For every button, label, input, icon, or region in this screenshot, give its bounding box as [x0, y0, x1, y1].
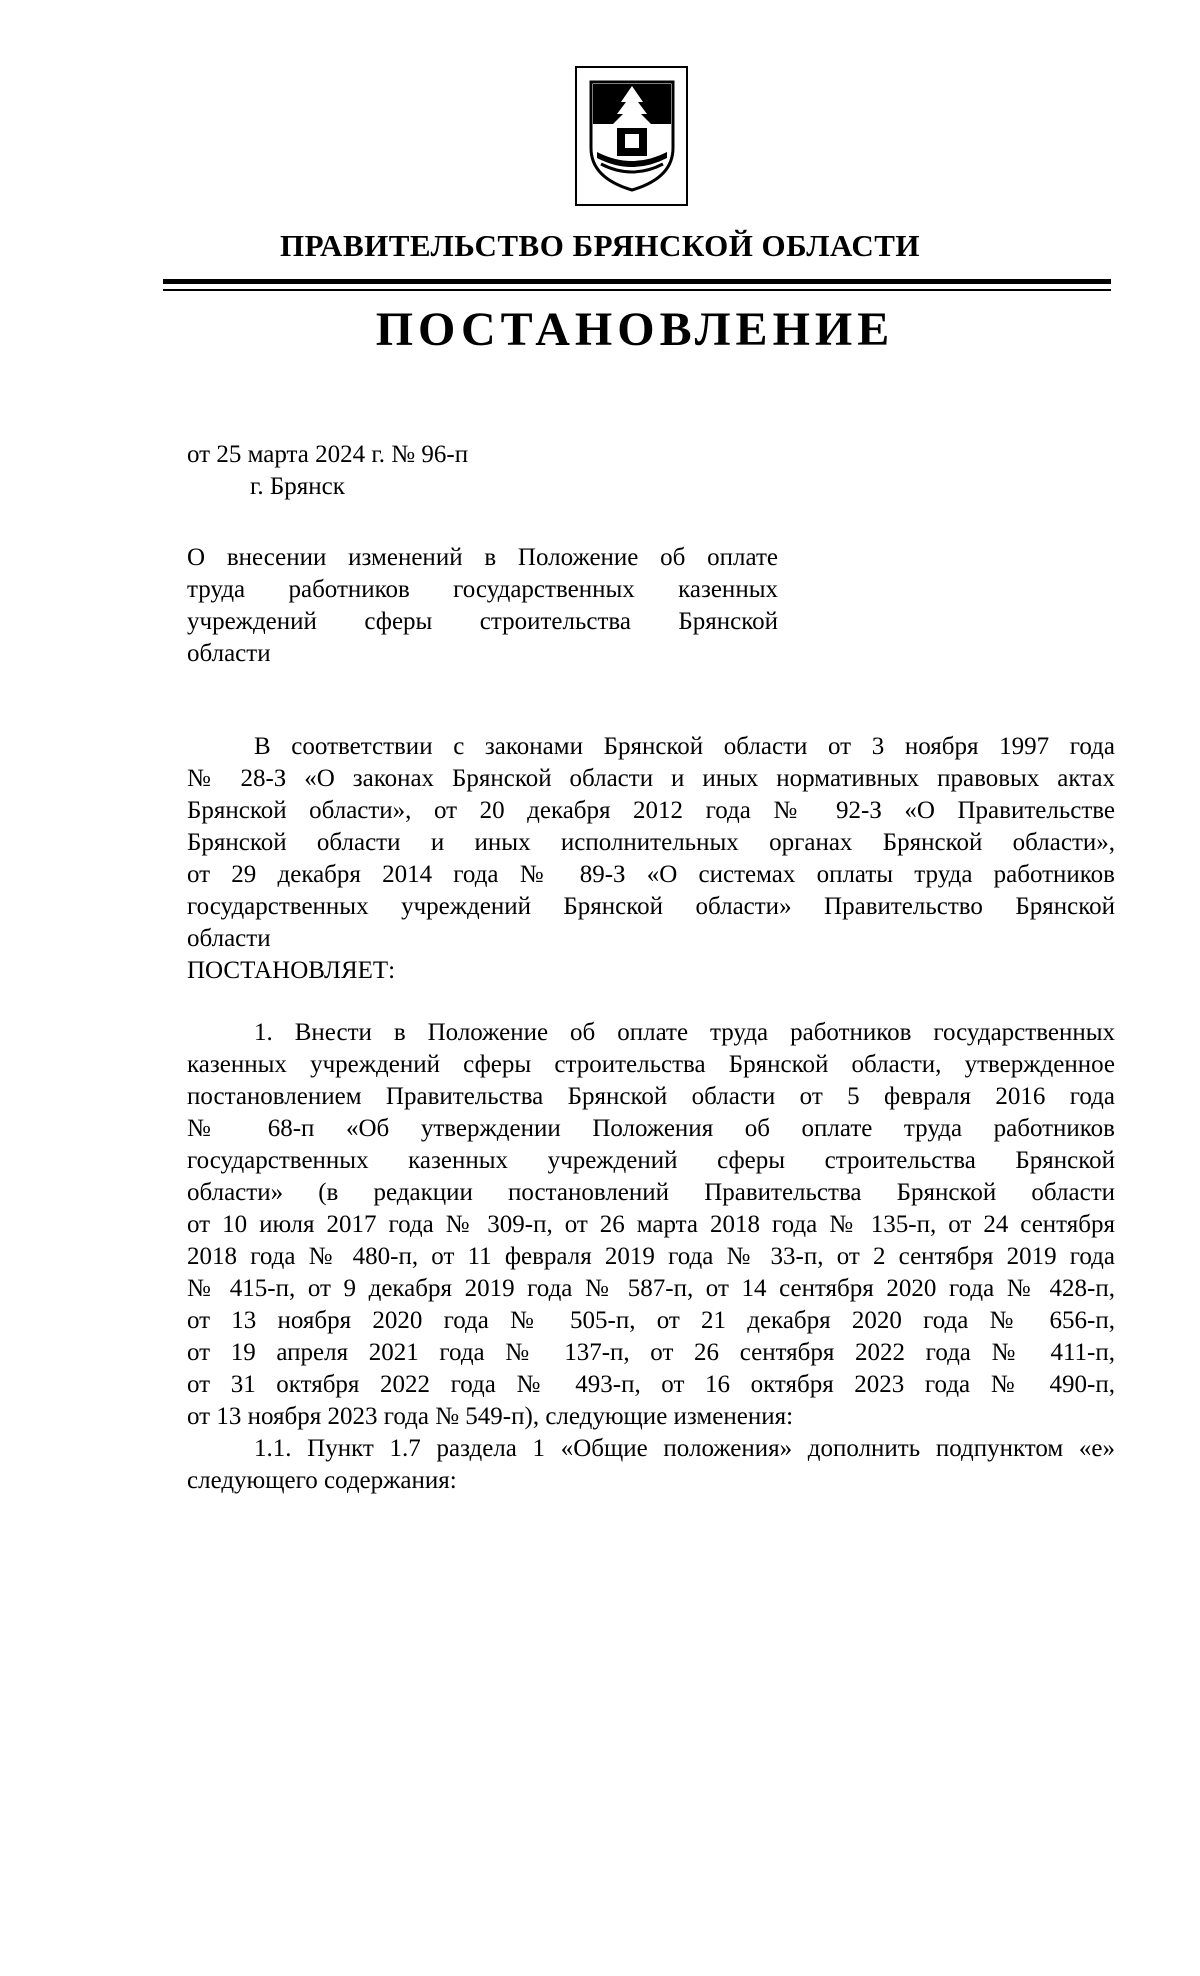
coat-of-arms-icon	[587, 78, 677, 194]
subject-line: учреждений сферы строительства Брянской	[187, 608, 778, 635]
document-type-title: ПОСТАНОВЛЕНИЕ	[375, 303, 895, 356]
document-date-number: от 25 марта 2024 г. № 96-п	[187, 441, 469, 468]
item-1-line: 2018 года № 480-п, от 11 февраля 2019 года № 33-п, от 2 сентября 2019 года	[187, 1243, 1115, 1270]
item-1-1-line: следующего содержания:	[187, 1467, 457, 1494]
item-1-line: области» (в редакции постановлений Правительства Брянской области	[187, 1179, 1115, 1206]
item-1-line: от 31 октября 2022 года № 493-п, от 16 октября 2023 года № 490-п,	[187, 1371, 1115, 1398]
item-1-line: казенных учреждений сферы строительства Брянской области, утвержденное	[187, 1051, 1115, 1078]
document-city: г. Брянск	[250, 473, 345, 500]
item-1-line: 1. Внести в Положение об оплате труда работников государственных	[254, 1019, 1115, 1046]
subject-line: О внесении изменений в Положение об оплате	[187, 544, 778, 571]
subject-line: труда работников государственных казенных	[187, 576, 778, 603]
item-1-line: от 13 ноября 2023 года № 549-п), следующие изменения:	[187, 1403, 794, 1430]
item-1-line: государственных казенных учреждений сферы строительства Брянской	[187, 1147, 1115, 1174]
item-1-line: от 10 июля 2017 года № 309-п, от 26 марта 2018 года № 135-п, от 24 сентября	[187, 1211, 1115, 1238]
preamble-line: № 28-З «О законах Брянской области и иных нормативных правовых актах	[187, 765, 1115, 792]
resolves-heading: ПОСТАНОВЛЯЕТ:	[187, 957, 396, 984]
preamble-line: Брянской области и иных исполнительных органах Брянской области»,	[187, 829, 1115, 856]
coat-of-arms-emblem	[575, 66, 688, 206]
government-name: ПРАВИТЕЛЬСТВО БРЯНСКОЙ ОБЛАСТИ	[279, 228, 921, 263]
item-1-line: № 68-п «Об утверждении Положения об оплате труда работников	[187, 1115, 1115, 1142]
header-rule-thin	[163, 289, 1111, 291]
subject-line: области	[187, 640, 271, 667]
item-1-line: № 415-п, от 9 декабря 2019 года № 587-п, от 14 сентября 2020 года № 428-п,	[187, 1275, 1115, 1302]
preamble-line: от 29 декабря 2014 года № 89-З «О системах оплаты труда работников	[187, 861, 1115, 888]
preamble-line: государственных учреждений Брянской области» Правительство Брянской	[187, 893, 1115, 920]
item-1-1-line: 1.1. Пункт 1.7 раздела 1 «Общие положения» дополнить подпунктом «е»	[254, 1435, 1115, 1462]
item-1-line: от 19 апреля 2021 года № 137-п, от 26 сентября 2022 года № 411-п,	[187, 1339, 1115, 1366]
preamble-line: Брянской области», от 20 декабря 2012 года № 92-З «О Правительстве	[187, 797, 1115, 824]
preamble-line: В соответствии с законами Брянской области от 3 ноября 1997 года	[254, 733, 1115, 760]
item-1-line: от 13 ноября 2020 года № 505-п, от 21 декабря 2020 года № 656-п,	[187, 1307, 1115, 1334]
header-rule-thick	[163, 279, 1111, 284]
item-1-line: постановлением Правительства Брянской области от 5 февраля 2016 года	[187, 1083, 1115, 1110]
preamble-line: области	[187, 925, 271, 952]
